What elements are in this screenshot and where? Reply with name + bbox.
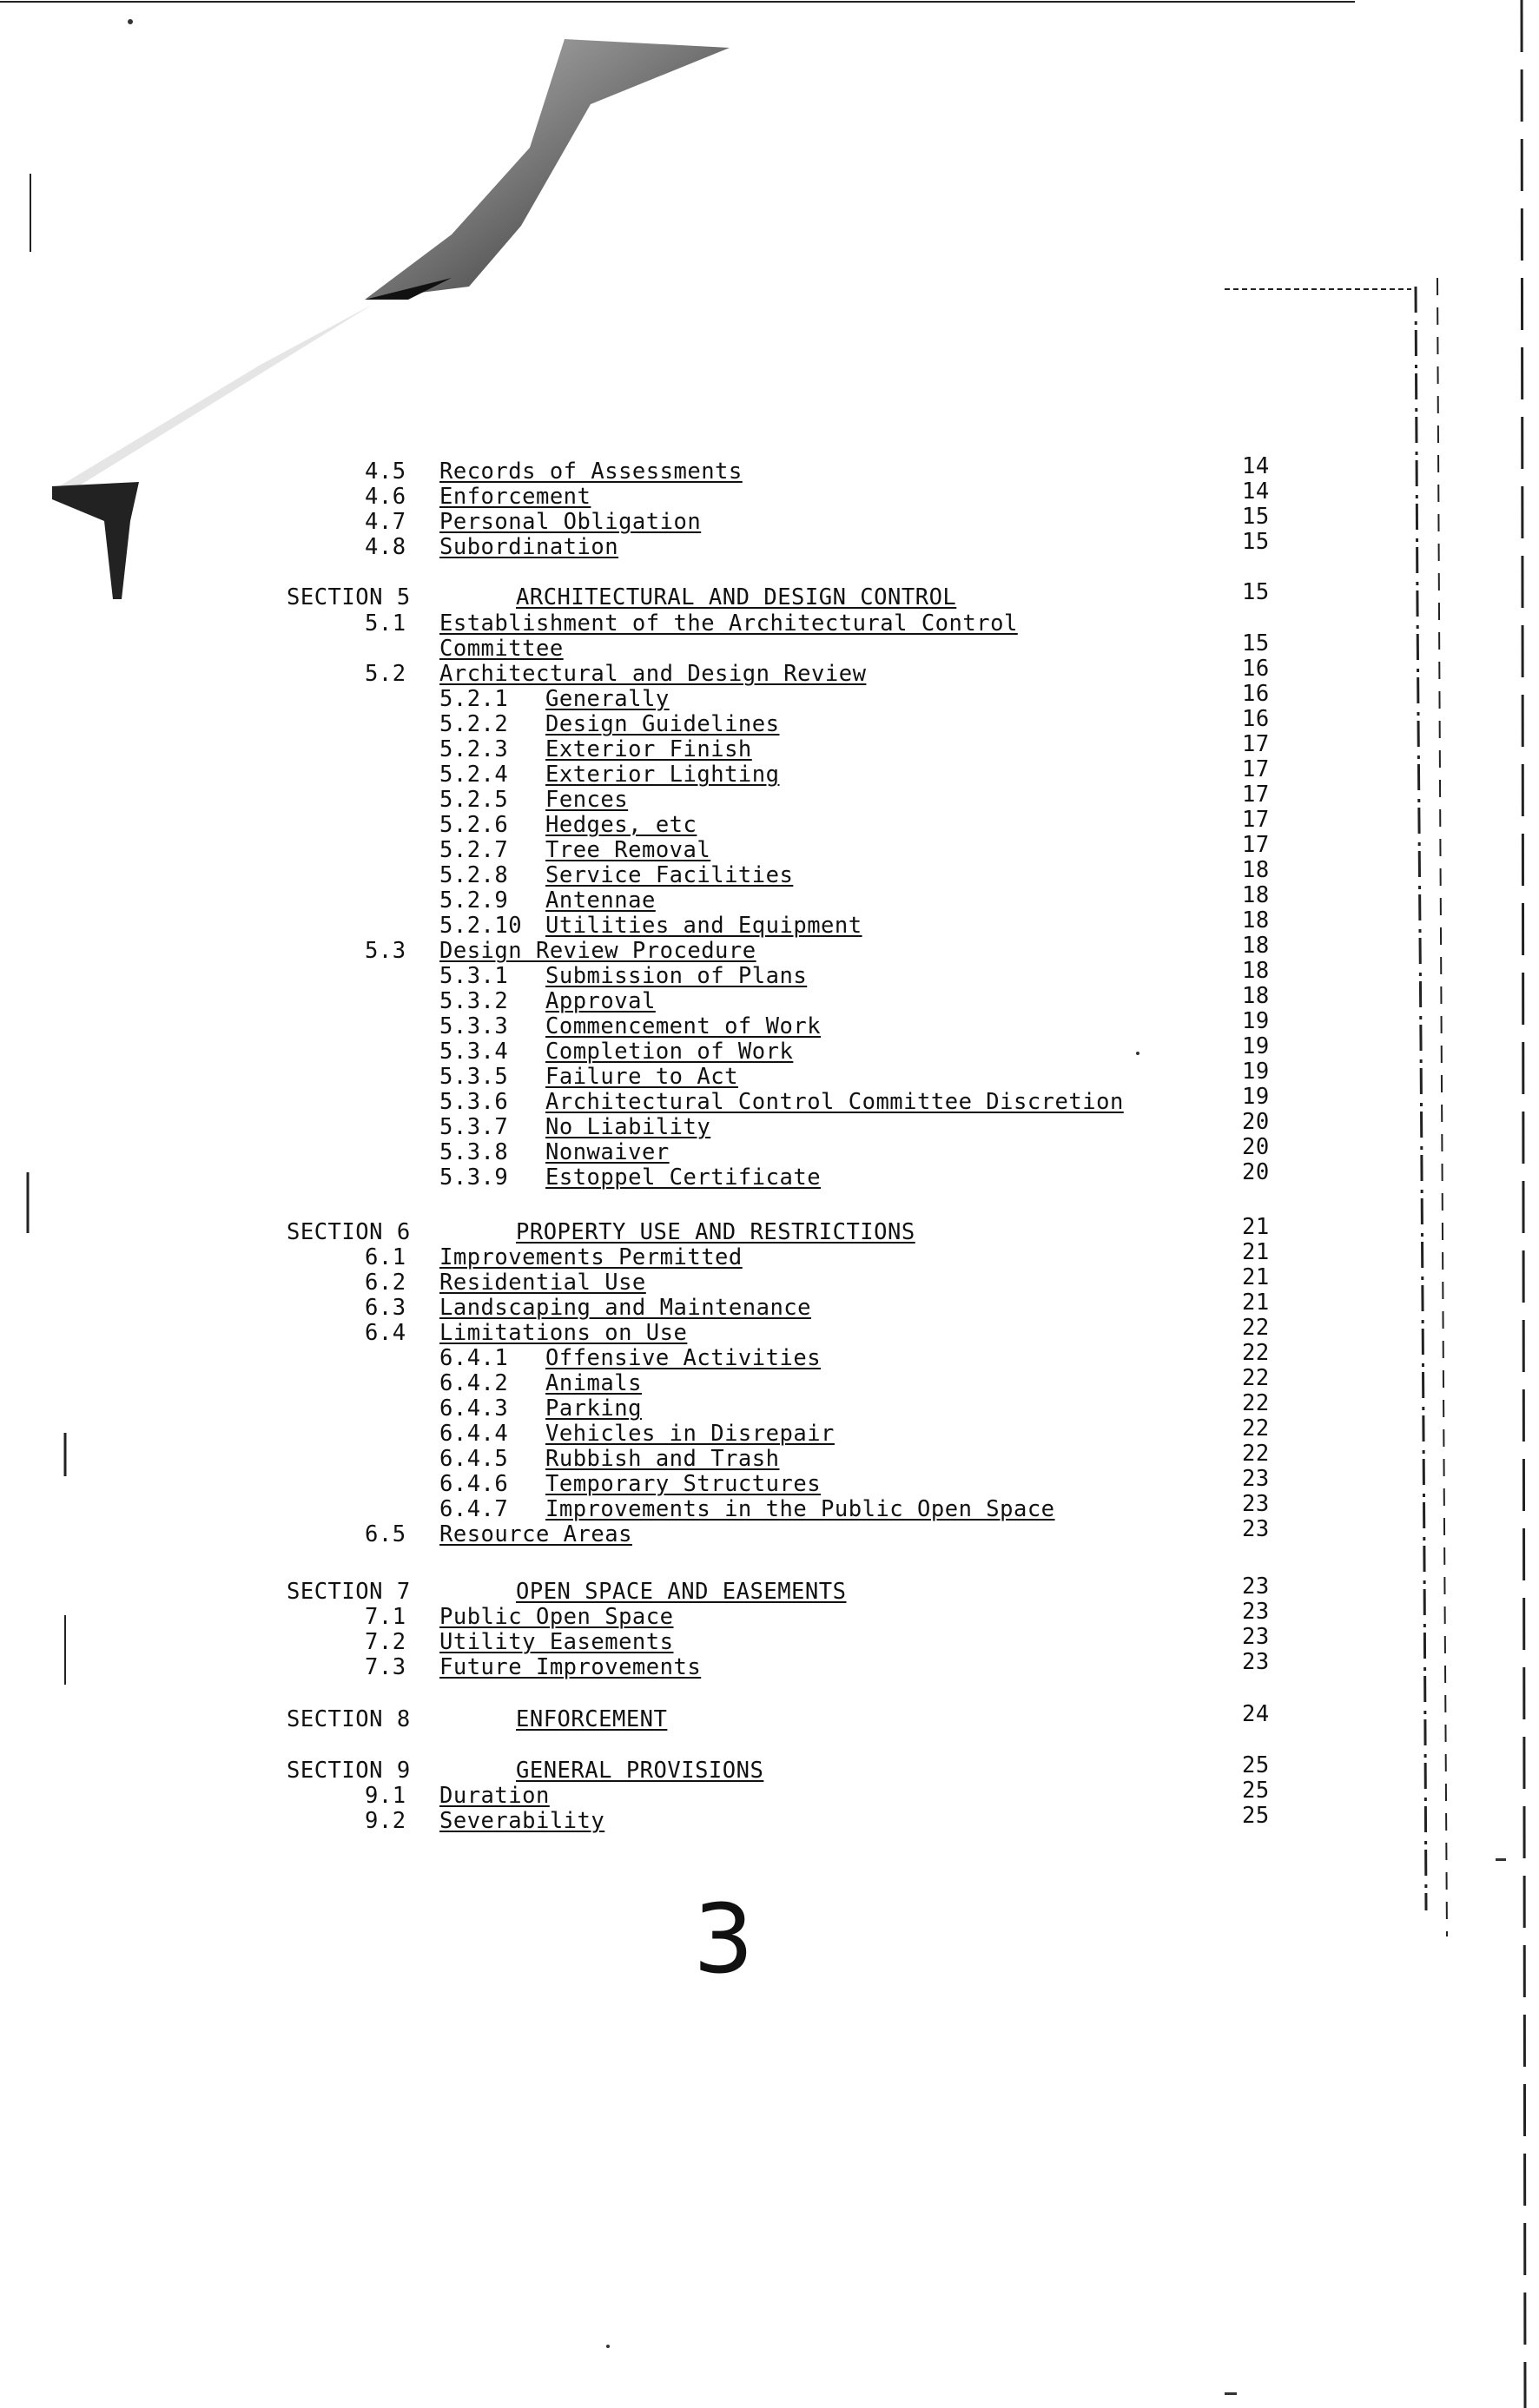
toc-entry-page: 14 [1242,453,1270,479]
toc-entry [0,504,1539,535]
toc-entry [0,529,1539,560]
toc-entry-number: 9.2 [365,1808,406,1834]
toc-entry-number: 6.4.4 [439,1421,509,1447]
toc-entry-page: 17 [1242,731,1270,757]
toc-entry-page: 19 [1242,1059,1270,1085]
toc-entry [0,1239,1539,1270]
toc-entry-title: Design Review Procedure [439,938,756,964]
toc-entry [0,1290,1539,1321]
toc-entry-page: 23 [1242,1573,1270,1600]
toc-entry-number: 4.5 [365,459,406,485]
toc-entry-page: 18 [1242,933,1270,959]
toc-entry [0,1033,1539,1065]
toc-entry [0,882,1539,914]
toc-entry-title: Vehicles in Disrepair [545,1421,835,1447]
toc-entry-title: Completion of Work [545,1039,794,1065]
toc-entry [0,857,1539,888]
toc-entry-page: 23 [1242,1649,1270,1675]
toc-section-row [0,1573,1539,1605]
toc-entry-page: 15 [1242,529,1270,555]
toc-entry-number: 5.3.1 [439,963,509,989]
toc-entry-title: Severability [439,1808,605,1834]
toc-entry-number: 5.3.7 [439,1114,509,1140]
toc-entry-number: SECTION 9 [287,1758,411,1784]
toc-entry-page: 17 [1242,756,1270,782]
toc-entry [0,656,1539,687]
toc-entry-page: 21 [1242,1239,1270,1265]
toc-entry-number: 6.4.1 [439,1345,509,1371]
toc-entry [0,1415,1539,1447]
toc-entry-title: ENFORCEMENT [516,1706,668,1732]
toc-entry-page: 17 [1242,782,1270,808]
toc-entry [0,478,1539,510]
toc-entry-page: 20 [1242,1109,1270,1135]
toc-entry-number: 5.2 [365,661,406,687]
toc-entry-number: 5.1 [365,610,406,637]
toc-entry-page: 20 [1242,1134,1270,1160]
toc-entry [0,983,1539,1014]
toc-entry-title: Commencement of Work [545,1013,822,1039]
toc-entry-title: Enforcement [439,484,591,510]
toc-entry-title: PROPERTY USE AND RESTRICTIONS [516,1219,915,1245]
toc-section-row [0,1701,1539,1732]
toc-entry-number: SECTION 8 [287,1706,411,1732]
toc-entry-number: 6.4.7 [439,1496,509,1522]
toc-entry-number: 5.2.10 [439,913,523,939]
toc-entry-title: Residential Use [439,1270,646,1296]
toc-entry [0,1599,1539,1630]
toc-entry-number: 5.3.4 [439,1039,509,1065]
toc-entry-title: Offensive Activities [545,1345,822,1371]
toc-section-row [0,1214,1539,1245]
toc-entry-title: Tree Removal [545,837,711,863]
toc-entry-page: 20 [1242,1159,1270,1185]
toc-entry-title: Approval [545,988,656,1014]
toc-entry [0,1649,1539,1680]
toc-entry-title: ARCHITECTURAL AND DESIGN CONTROL [516,584,957,610]
toc-entry-title: Hedges, etc [545,812,697,838]
toc-entry-number: 5.2.2 [439,711,509,737]
toc-entry-title: Personal Obligation [439,509,702,535]
toc-entry-title: Exterior Finish [545,736,752,762]
toc-entry-page: 18 [1242,907,1270,934]
toc-entry-page: 21 [1242,1290,1270,1316]
toc-entry-title: Fences [545,787,629,813]
toc-entry-number: 5.2.3 [439,736,509,762]
toc-entry-page: 23 [1242,1599,1270,1625]
toc-entry-number: SECTION 6 [287,1219,411,1245]
toc-entry-page: 16 [1242,681,1270,707]
toc-entry-title: Subordination [439,534,619,560]
toc-entry-page: 23 [1242,1491,1270,1517]
toc-entry-page: 19 [1242,1033,1270,1059]
toc-entry-title: GENERAL PROVISIONS [516,1758,764,1784]
toc-entry [0,1315,1539,1346]
toc-entry-title: Establishment of the Architectural Control [439,610,1018,637]
toc-entry [0,1441,1539,1472]
toc-entry-title: Exterior Lighting [545,762,780,788]
toc-entry-page: 22 [1242,1365,1270,1391]
toc-entry [0,1340,1539,1371]
toc-entry-title: Temporary Structures [545,1471,822,1497]
toc-entry-number: 5.3.3 [439,1013,509,1039]
toc-entry-page: 15 [1242,504,1270,530]
toc-entry-title: Future Improvements [439,1654,702,1680]
toc-entry-title: Limitations on Use [439,1320,688,1346]
toc-entry [0,706,1539,737]
toc-entry-title: Landscaping and Maintenance [439,1295,812,1321]
toc-entry [0,1059,1539,1090]
toc-entry-number: 6.4.2 [439,1370,509,1396]
toc-entry [0,1008,1539,1039]
toc-entry-title: OPEN SPACE AND EASEMENTS [516,1579,847,1605]
toc-entry-page: 21 [1242,1264,1270,1290]
toc-section-row [0,579,1539,610]
toc-entry [0,610,1539,637]
toc-entry-page: 18 [1242,983,1270,1009]
toc-entry [0,1365,1539,1396]
toc-entry [0,1159,1539,1191]
toc-entry-number: 5.3.6 [439,1089,509,1115]
toc-entry-number: 7.1 [365,1604,406,1630]
toc-entry-title: Nonwaiver [545,1139,670,1165]
toc-entry-page: 22 [1242,1415,1270,1442]
toc-entry-title: Architectural and Design Review [439,661,867,687]
toc-entry [0,1778,1539,1809]
toc-entry-title: Resource Areas [439,1521,632,1547]
toc-entry-title: Service Facilities [545,862,794,888]
toc-entry-page: 25 [1242,1778,1270,1804]
toc-entry-title: Improvements Permitted [439,1244,743,1270]
toc-entry-page: 22 [1242,1315,1270,1341]
toc-entry-number: 5.3.8 [439,1139,509,1165]
toc-entry-title: Failure to Act [545,1064,738,1090]
toc-entry-number: 5.2.9 [439,887,509,914]
toc-entry [0,907,1539,939]
toc-entry-number: 5.3.5 [439,1064,509,1090]
toc-entry-number: 5.3.9 [439,1164,509,1191]
toc-entry-title: Duration [439,1783,550,1809]
toc-entry [0,1466,1539,1497]
toc-entry-number: 5.2.8 [439,862,509,888]
toc-entry-page: 16 [1242,706,1270,732]
handwritten-page-number: 3 [693,1884,754,1995]
toc-entry [0,453,1539,485]
toc-entry-title: Committee [439,636,564,662]
toc-entry [0,731,1539,762]
toc-entry-title: Estoppel Certificate [545,1164,822,1191]
toc-entry [0,1803,1539,1834]
toc-entry [0,1390,1539,1422]
toc-entry [0,958,1539,989]
toc-entry-number: 6.1 [365,1244,406,1270]
toc-entry-number: 7.2 [365,1629,406,1655]
toc-entry-number: SECTION 7 [287,1579,411,1605]
toc-entry-number: 6.5 [365,1521,406,1547]
toc-entry [0,1491,1539,1522]
toc-entry-page: 16 [1242,656,1270,682]
toc-entry-page: 17 [1242,832,1270,858]
toc-entry [0,681,1539,712]
toc-entry-page: 25 [1242,1803,1270,1829]
toc-entry [0,1264,1539,1296]
toc-entry-number: 6.4.3 [439,1395,509,1422]
toc-entry-page: 25 [1242,1752,1270,1778]
toc-entry-title: Utilities and Equipment [545,913,862,939]
toc-entry-title: Records of Assessments [439,459,743,485]
toc-entry-page: 22 [1242,1340,1270,1366]
toc-entry-number: SECTION 5 [287,584,411,610]
toc-entry-title: Rubbish and Trash [545,1446,780,1472]
toc-entry-page: 22 [1242,1390,1270,1416]
toc-entry [0,782,1539,813]
toc-entry-title: Antennae [545,887,656,914]
toc-entry-number: 5.2.5 [439,787,509,813]
toc-entry-number: 5.3.2 [439,988,509,1014]
toc-entry-number: 6.3 [365,1295,406,1321]
toc-entry-page: 23 [1242,1516,1270,1542]
toc-entry-page: 21 [1242,1214,1270,1240]
toc-entry [0,832,1539,863]
toc-entry-page: 23 [1242,1624,1270,1650]
toc-entry-title: No Liability [545,1114,711,1140]
toc-entry-number: 5.2.1 [439,686,509,712]
toc-entry [0,756,1539,788]
toc-entry-title: Animals [545,1370,642,1396]
toc-entry [0,1109,1539,1140]
toc-entry-title: Public Open Space [439,1604,674,1630]
toc-entry-number: 5.2.4 [439,762,509,788]
toc-entry-number: 5.3 [365,938,406,964]
toc-entry-number: 5.2.6 [439,812,509,838]
toc-entry-number: 6.4.6 [439,1471,509,1497]
toc-entry [0,1134,1539,1165]
toc-entry-title: Parking [545,1395,642,1422]
toc-entry-page: 15 [1242,630,1270,656]
toc-entry-page: 23 [1242,1466,1270,1492]
toc-entry-page: 18 [1242,958,1270,984]
toc-entry-page: 19 [1242,1084,1270,1110]
toc-entry-page: 18 [1242,882,1270,908]
toc-entry [0,1084,1539,1115]
toc-entry-page: 24 [1242,1701,1270,1727]
toc-entry [0,807,1539,838]
toc-entry-number: 4.6 [365,484,406,510]
toc-entry-number: 4.7 [365,509,406,535]
toc-entry-page: 15 [1242,579,1270,605]
toc-entry [0,1624,1539,1655]
toc-entry-number: 9.1 [365,1783,406,1809]
toc-entry-number: 6.2 [365,1270,406,1296]
toc-entry-number: 6.4.5 [439,1446,509,1472]
toc-section-row [0,1752,1539,1784]
toc-entry-page: 17 [1242,807,1270,833]
toc-entry-number: 5.2.7 [439,837,509,863]
toc-entry-title: Utility Easements [439,1629,674,1655]
toc-entry-page: 18 [1242,857,1270,883]
toc-entry-page: 19 [1242,1008,1270,1034]
toc-entry-page: 14 [1242,478,1270,505]
toc-entry [0,933,1539,964]
toc-entry-title: Improvements in the Public Open Space [545,1496,1055,1522]
toc-entry-title: Submission of Plans [545,963,808,989]
toc-entry-number: 7.3 [365,1654,406,1680]
toc-entry-page: 22 [1242,1441,1270,1467]
toc-entry [0,1516,1539,1547]
toc-entry-number: 4.8 [365,534,406,560]
toc-entry-title: Architectural Control Committee Discretion [545,1089,1124,1115]
toc-entry-title: Design Guidelines [545,711,780,737]
toc-entry-title: Generally [545,686,670,712]
toc-entry-number: 6.4 [365,1320,406,1346]
toc-entry [0,630,1539,662]
